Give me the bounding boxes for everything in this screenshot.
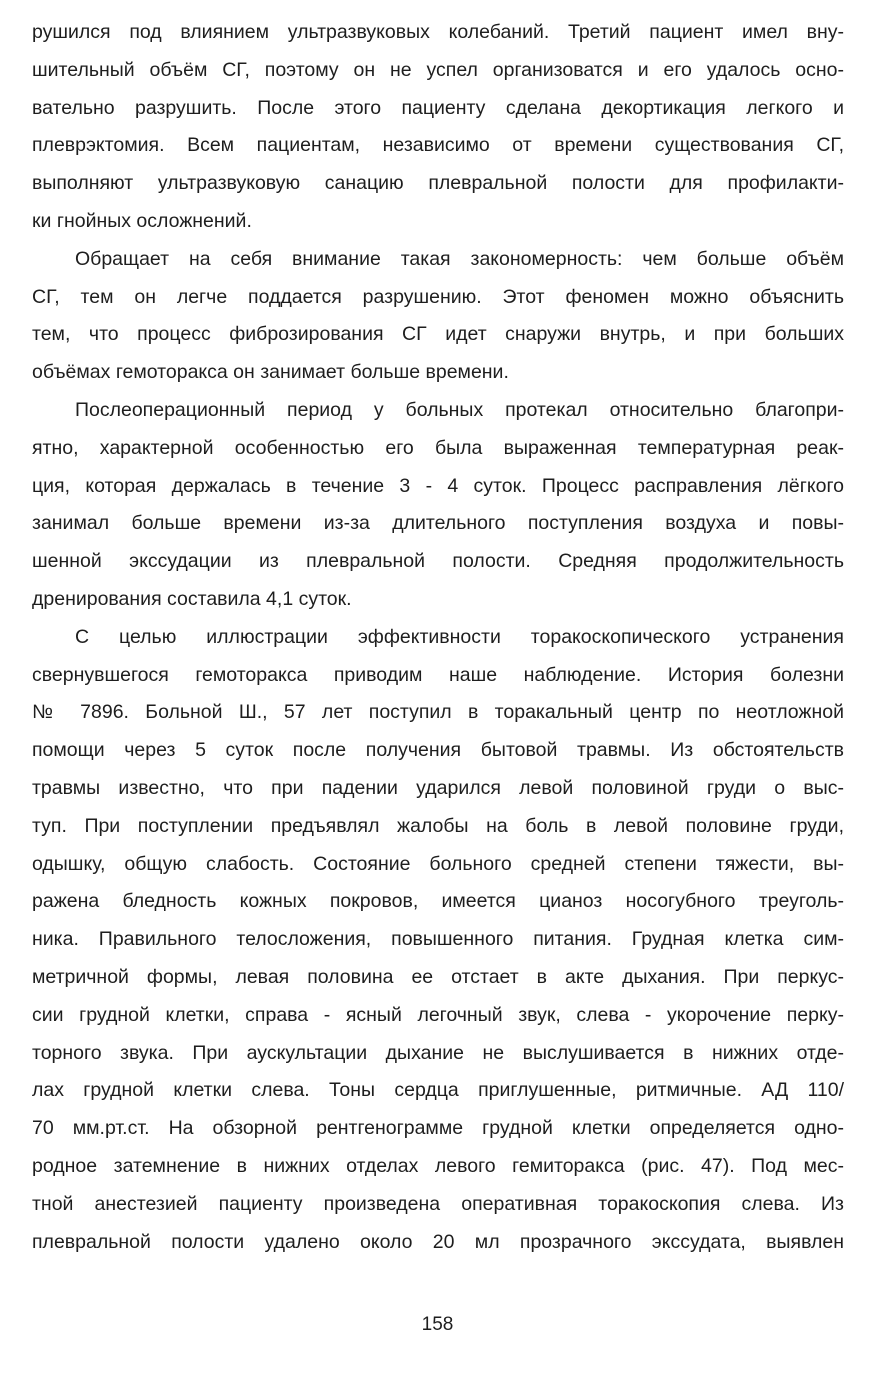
text-line: туп. При поступлении предъявлял жалобы на боль в левой половине груди, [32, 814, 844, 837]
text-line: травмы известно, что при падении ударился левой половиной груди о выс- [32, 776, 844, 799]
text-line: плеврэктомия. Всем пациентам, независимо от времени существования СГ, [32, 134, 844, 157]
text-line: Послеоперационный период у больных протекал относительно благопри- [75, 398, 844, 421]
paragraph [32, 14, 844, 241]
text-line: родное затемнение в нижних отделах левого гемиторакса (рис. 47). Под мес- [32, 1154, 844, 1177]
text-line: С целью иллюстрации эффективности торакоскопического устранения [75, 625, 844, 648]
text-line: объёмах гемоторакса он занимает больше времени. [32, 361, 509, 384]
text-line: шенной экссудации из плевральной полости. Средняя продолжительность [32, 550, 844, 573]
text-line: одышку, общую слабость. Состояние больного средней степени тяжести, вы- [32, 852, 844, 875]
text-line: ника. Правильного телосложения, повышенного питания. Грудная клетка сим- [32, 928, 844, 951]
text-line: ражена бледность кожных покровов, имеется цианоз носогубного треуголь- [32, 890, 844, 913]
text-line: помощи через 5 суток после получения бытовой травмы. Из обстоятельств [32, 739, 844, 762]
text-line: метричной формы, левая половина ее отстает в акте дыхания. При перкус- [32, 965, 844, 988]
text-line: ция, которая держалась в течение 3 - 4 суток. Процесс расправления лёгкого [32, 474, 844, 497]
text-line: тной анестезией пациенту произведена оперативная торакоскопия слева. Из [32, 1192, 844, 1215]
text-line: торного звука. При аускультации дыхание не выслушивается в нижних отде- [32, 1041, 844, 1064]
text-line: шительный объём СГ, поэтому он не успел организоватся и его удалось осно- [32, 58, 844, 81]
text-line: ки гнойных осложнений. [32, 209, 252, 232]
text-line: плевральной полости удалено около 20 мл прозрачного экссудата, выявлен [32, 1230, 844, 1253]
paragraph [32, 241, 844, 392]
text-line: выполняют ультразвуковую санацию плевральной полости для профилакти- [32, 172, 844, 195]
page-number: 158 [421, 1314, 454, 1335]
paragraph [32, 392, 844, 619]
text-line: вательно разрушить. После этого пациенту сделана декортикация легкого и [32, 96, 844, 119]
paragraph [32, 619, 844, 1262]
body-text [32, 14, 844, 1261]
text-line: занимал больше времени из-за длительного поступления воздуха и повы- [32, 512, 844, 535]
text-line: СГ, тем он легче поддается разрушению. Этот феномен можно объяснить [32, 285, 844, 308]
text-line: свернувшегося гемоторакса приводим наше наблюдение. История болезни [32, 663, 844, 686]
text-line: тем, что процесс фиброзирования СГ идет снаружи внутрь, и при больших [32, 323, 844, 346]
text-line: Обращает на себя внимание такая закономерность: чем больше объём [75, 247, 844, 270]
text-line: лах грудной клетки слева. Тоны сердца приглушенные, ритмичные. АД 110/ [32, 1079, 844, 1102]
text-line: рушился под влиянием ультразвуковых колебаний. Третий пациент имел вну- [32, 21, 844, 43]
text-line: дренирования составила 4,1 суток. [32, 587, 352, 610]
text-line: сии грудной клетки, справа - ясный легочный звук, слева - укорочение перку- [32, 1003, 844, 1026]
text-line: ятно, характерной особенностью его была выраженная температурная реак- [32, 436, 844, 459]
text-line: 70 мм.рт.ст. На обзорной рентгенограмме грудной клетки определяется одно- [32, 1117, 844, 1140]
text-line: № 7896. Больной Ш., 57 лет поступил в торакальный центр по неотложной [32, 701, 844, 724]
